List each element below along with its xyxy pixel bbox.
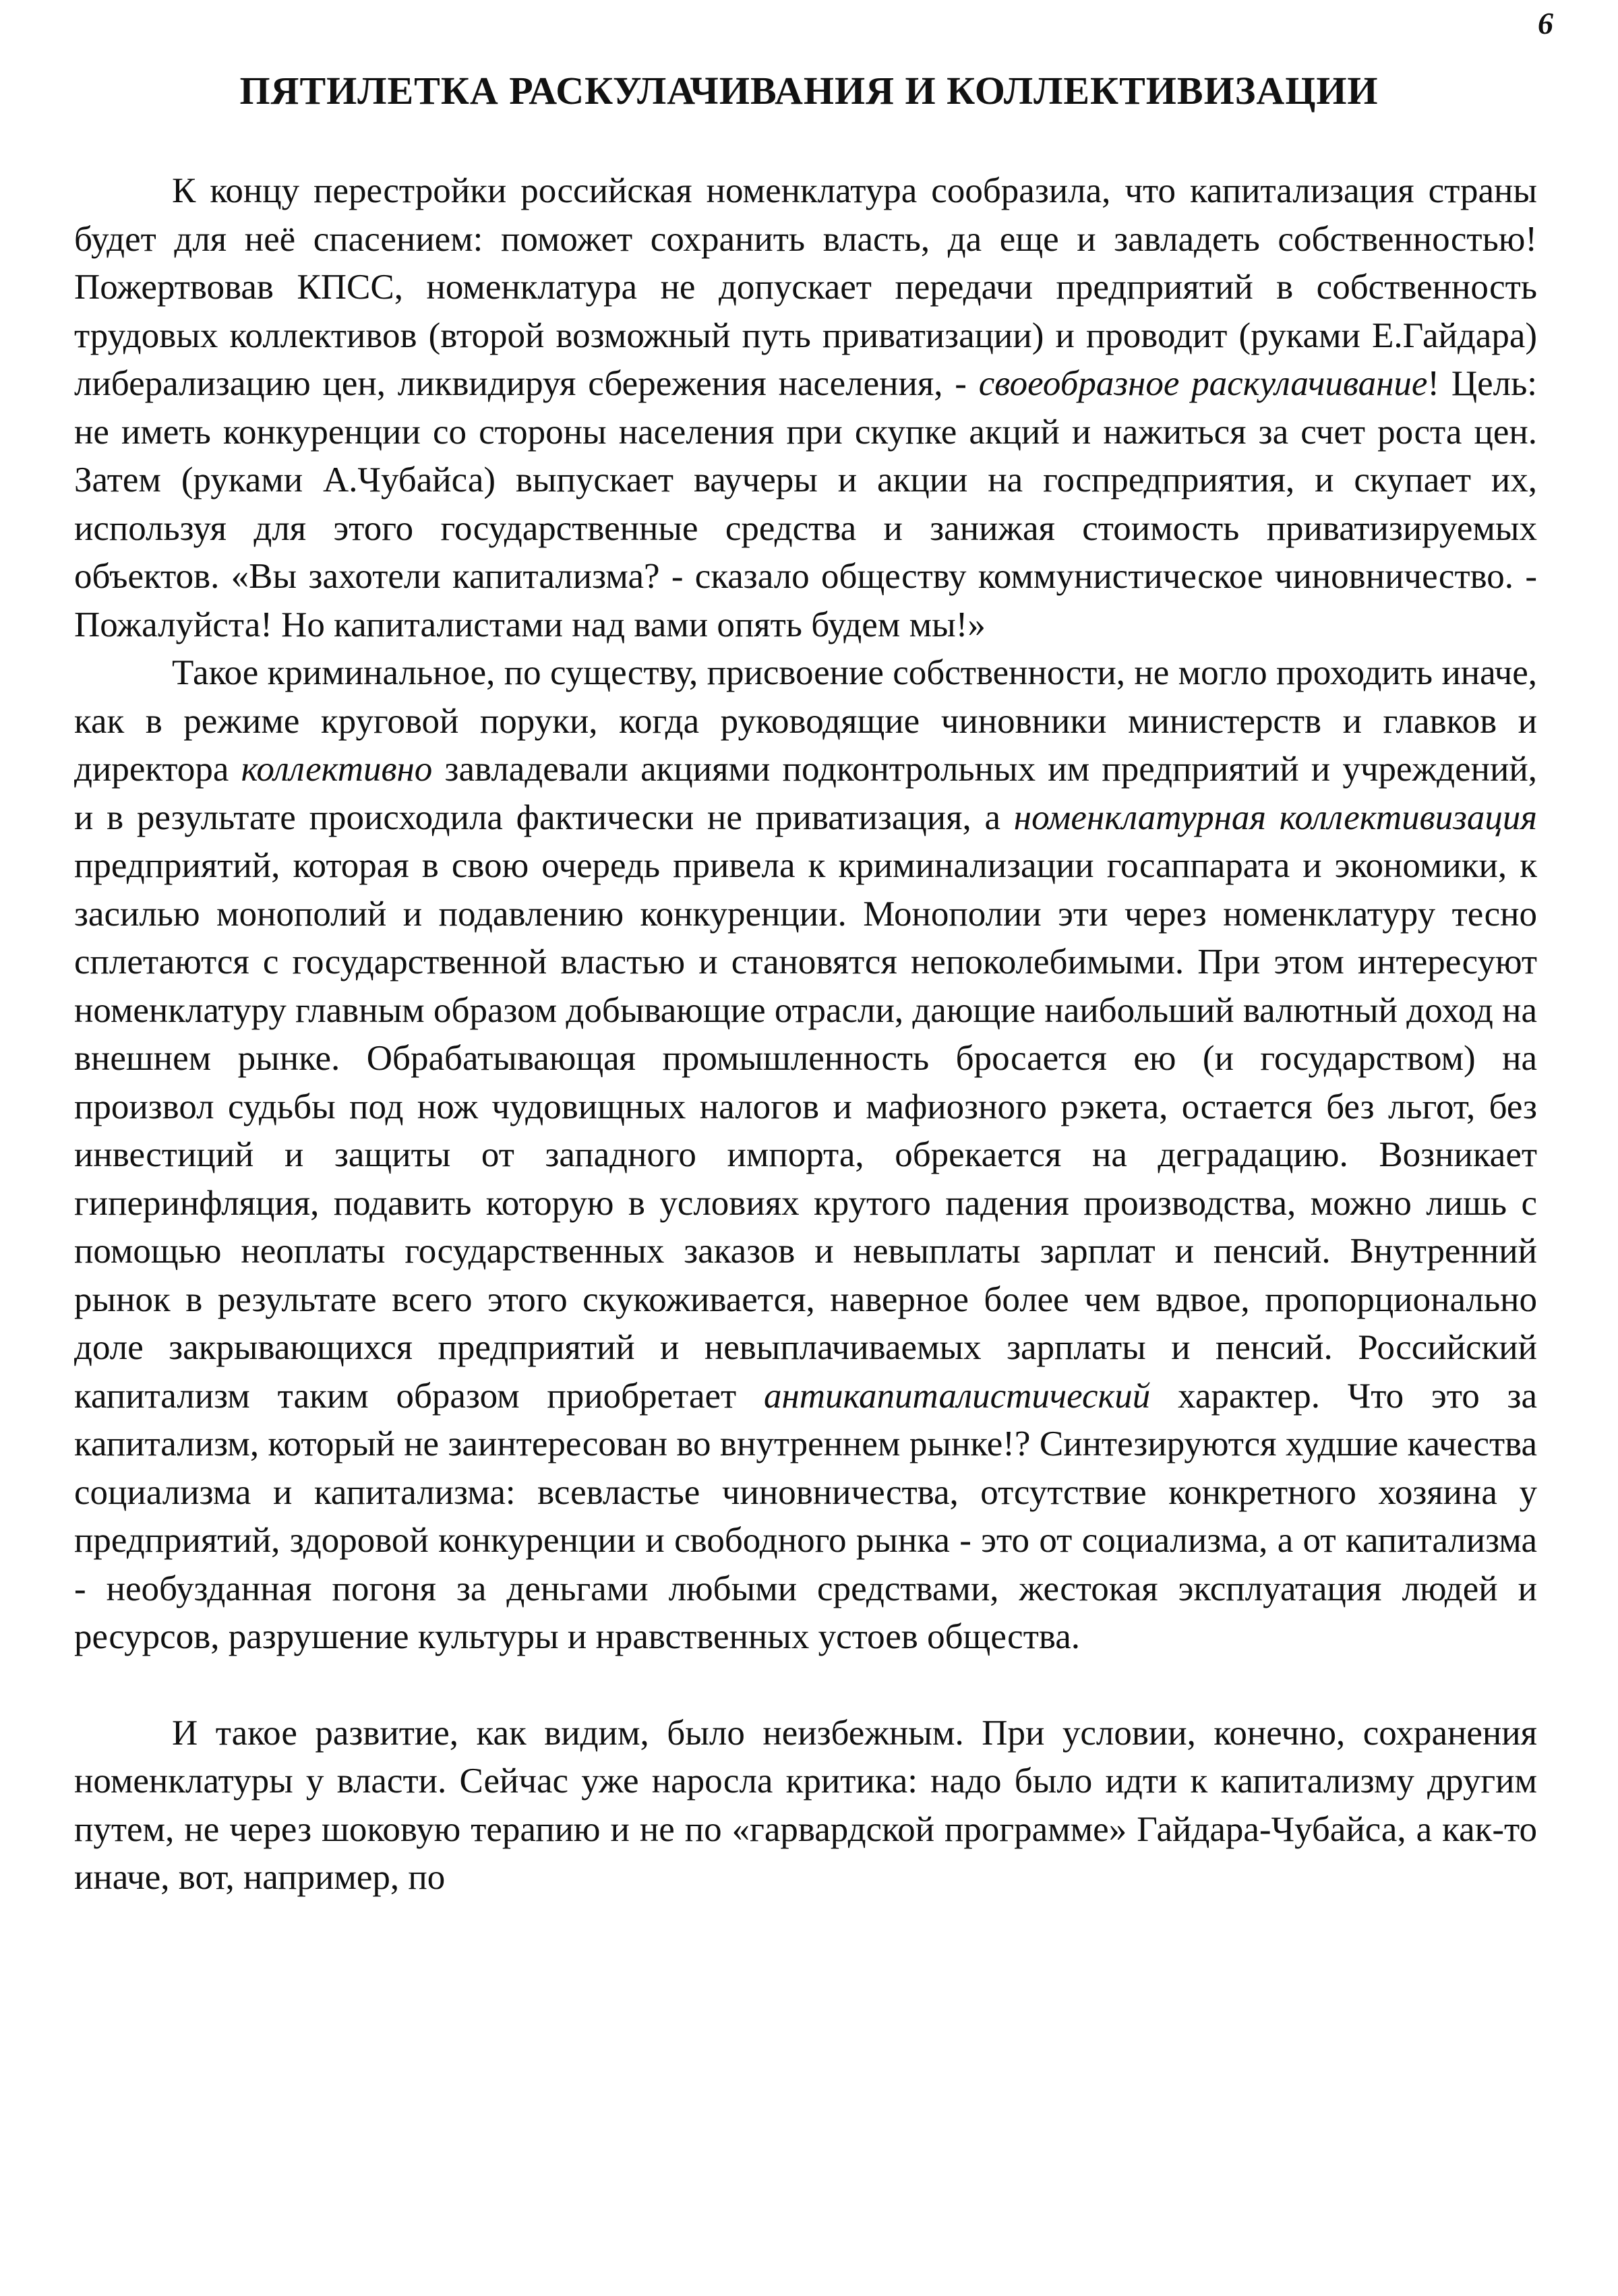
italic-emphasis: антикапиталистический [764, 1376, 1151, 1416]
text-segment: И такое развитие, как видим, было неизбежным. При условии, конечно, сохранения номенклатуры у власти. Сейчас уже наросла критика: надо было идти к капитализму другим путем, не через шоковую терапию и не по «гарвардской программе» Гайдара-Чубайса, а как-то иначе, вот, например, по [74, 1713, 1537, 1897]
text-segment: Такое криминальное, по существу, присвоение собственности, не могло проходить иначе, как в режиме круговой поруки, когда руководящие чиновники министерств и главков и директора [74, 653, 1537, 789]
page-title: ПЯТИЛЕТКА РАСКУЛАЧИВАНИЯ И КОЛЛЕКТИВИЗАЦИИ [239, 69, 1379, 113]
text-segment: К концу перестройки российская номенклатура сообразила, что капитализация страны будет для неё спасением: поможет сохранить власть, да еще и завладеть собственностью! Пожертвовав КПСС, номенклатура не допускает передачи предприятий в собственность трудовых коллективов (второй возможный путь приватизации) и проводит (руками Е.Гайдара) либерализацию цен, ликвидируя сбережения населения, - [74, 171, 1537, 403]
text-segment: характер. Что это за капитализм, который не заинтересован во внутреннем рынке!? Синтезируются худшие качества социализма и капитализма: всевластье чиновничества, отсутствие конкретного хозяина у предприятий, здоровой конкуренции и свободного рынка - это от социализма, а от капитализма - необузданная погоня за деньгами любыми средствами, жестокая эксплуатация людей и ресурсов, разрушение культуры и нравственных устоев общества. [74, 1376, 1537, 1656]
italic-emphasis: своеобразное раскулачивание [978, 364, 1428, 403]
paragraph-3 [74, 1710, 1537, 1902]
text-segment: завладевали акциями подконтрольных им предприятий и учреждений, и в результате происходила фактически не приватизация, а [74, 750, 1538, 837]
text-segment: ! Цель: не иметь конкуренции со стороны населения при скупке акций и нажиться за счет роста цен. Затем (руками А.Чубайса) выпускает ваучеры и акции на госпредприятия, и скупает их, используя для этого государственные средства и занижая стоимость приватизируемых объектов. «Вы захотели капитализма? - сказало обществу коммунистическое чиновничество. - Пожалуйста! Но капиталистами над вами опять будем мы!» [74, 364, 1538, 644]
paragraph-2 [74, 649, 1537, 1662]
text-segment: предприятий, которая в свою очередь привела к криминализации госаппарата и экономики, к засилью монополий и подавлению конкуренции. Монополии эти через номенклатуру тесно сплетаются с государственной властью и становятся непоколебимыми. При этом интересуют номенклатуру главным образом добывающие отрасли, дающие наибольший валютный доход на внешнем рынке. Обрабатывающая промышленность бросается ею (и государством) на произвол судьбы под нож чудовищных налогов и мафиозного рэкета, остается без льгот, без инвестиций и защиты от западного импорта, обрекается на деградацию. Возникает гиперинфляция, подавить которую в условиях крутого падения производства, можно лишь с помощью неоплаты государственных заказов и невыплаты зарплат и пенсий. Внутренний рынок в результате всего этого скукоживается, наверное более чем вдвое, пропорционально доле закрывающихся предприятий и невыплачиваемых зарплаты и пенсий. Российский капитализм таким образом приобретает [74, 846, 1537, 1416]
paragraph-1 [74, 167, 1537, 649]
page-number: 6 [1538, 6, 1553, 40]
italic-emphasis: номенклатурная коллективизация [1013, 797, 1537, 837]
italic-emphasis: коллективно [241, 750, 433, 789]
document-body [74, 167, 1537, 1902]
